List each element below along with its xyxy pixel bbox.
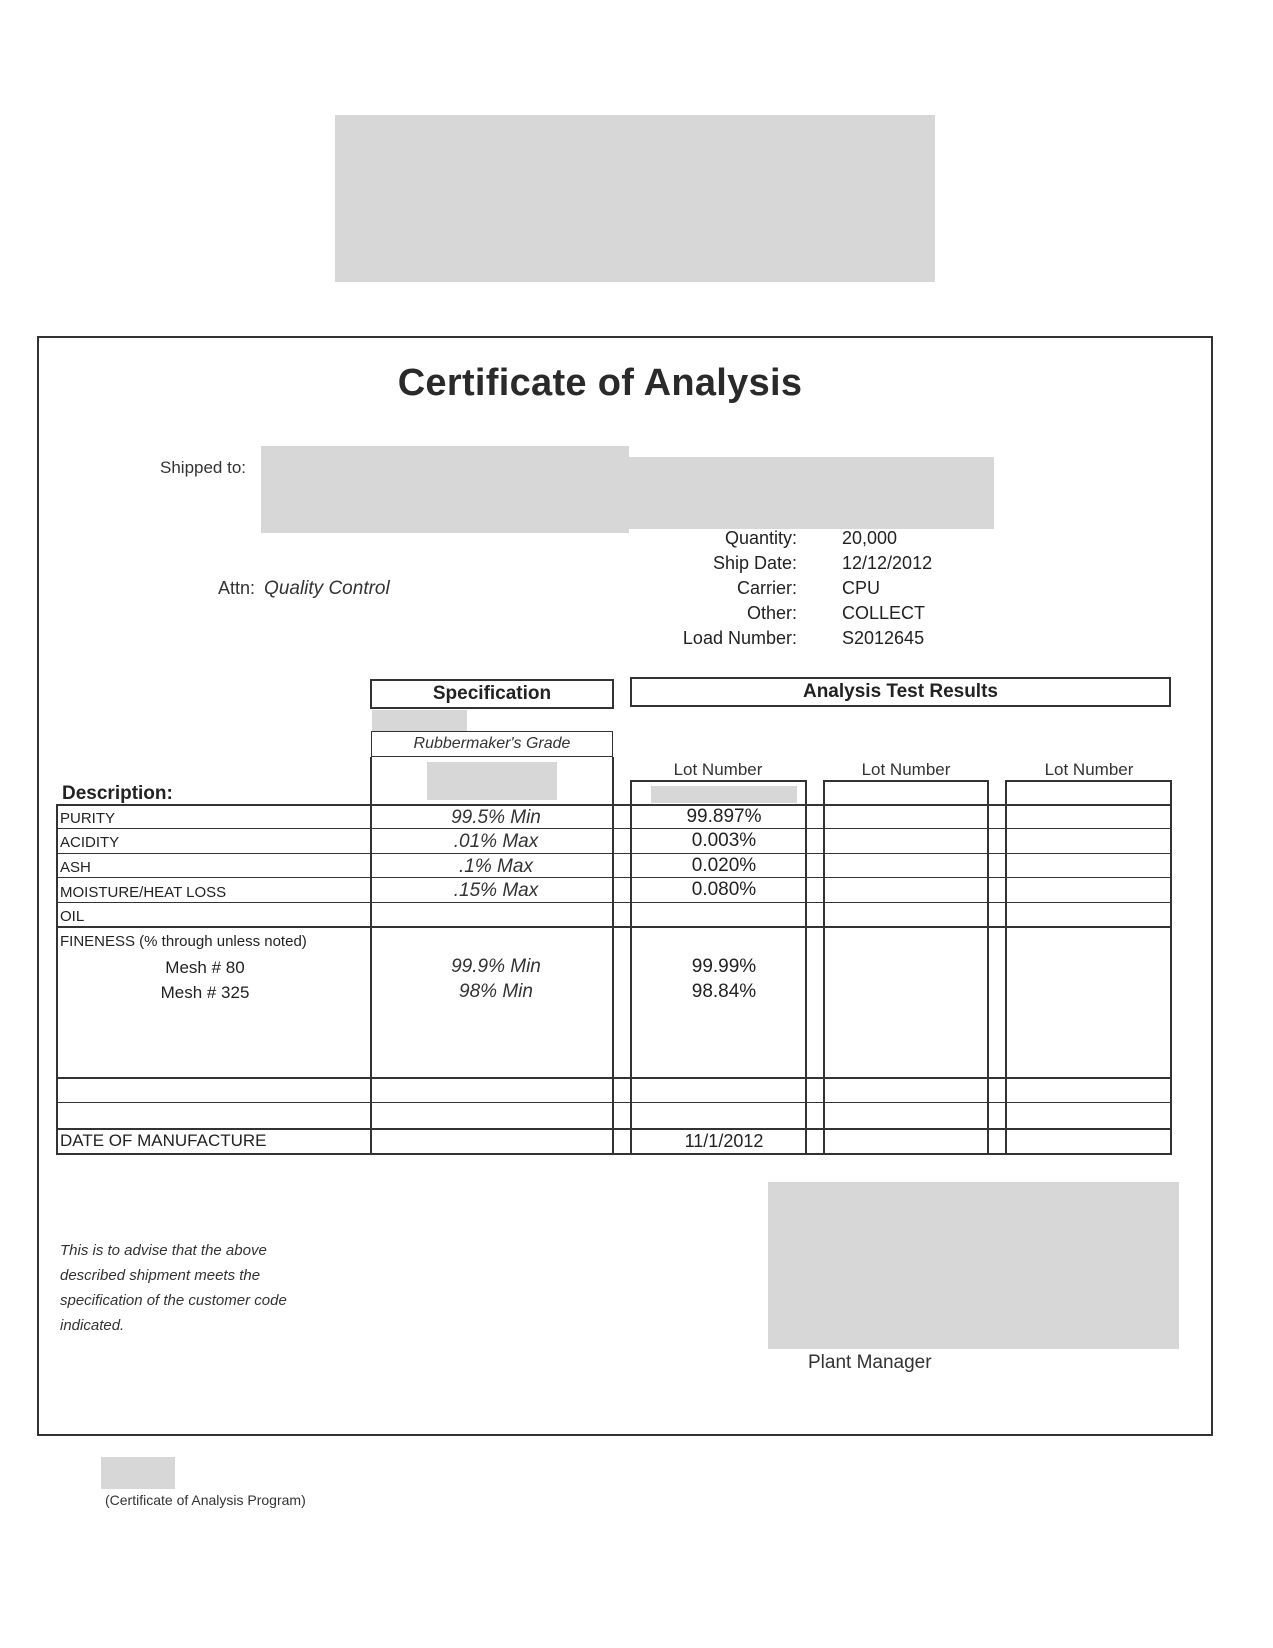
row-label-moisture: MOISTURE/HEAT LOSS: [60, 884, 227, 901]
redacted-letterhead: [335, 115, 935, 282]
result-acidity: 0.003%: [691, 830, 757, 851]
grid-line: [56, 804, 1172, 806]
result-mesh-80: 99.99%: [691, 956, 757, 977]
spec-mesh-80: 99.9% Min: [451, 956, 541, 977]
grid-line: [987, 780, 989, 1155]
shipped-to-label: Shipped to:: [160, 458, 247, 477]
grid-line: [1170, 780, 1172, 1155]
page-title: Certificate of Analysis: [397, 362, 803, 404]
row-label-acidity: ACIDITY: [60, 834, 120, 851]
shipment-row-other: [600, 603, 1115, 628]
lot-number-label-3: Lot Number: [1044, 760, 1134, 779]
shipment-value: 20,000: [842, 528, 898, 548]
grid-line: [823, 780, 989, 782]
spec-acidity: .01% Max: [453, 831, 539, 852]
footer-program: (Certificate of Analysis Program): [105, 1492, 306, 1508]
description-label: Description:: [62, 783, 173, 804]
grade-label: Rubbermaker's Grade: [413, 735, 571, 752]
shipment-row-carrier: [600, 578, 1115, 603]
attn-value: Quality Control: [264, 578, 390, 599]
grid-line: [56, 926, 1172, 928]
grid-line: [56, 1128, 1172, 1130]
shipment-label: Quantity:: [724, 528, 797, 548]
grid-line: [823, 780, 825, 1155]
fineness-label: FINENESS (% through unless noted): [60, 933, 307, 950]
grade-box: [371, 731, 613, 757]
row-label-ash: ASH: [60, 859, 91, 876]
lot-number-label-2: Lot Number: [861, 760, 951, 779]
shipment-row-ship-date: [600, 553, 1115, 578]
grid-line: [56, 1077, 1172, 1079]
grid-line: [630, 780, 807, 782]
spec-moisture: .15% Max: [453, 880, 539, 901]
manufacture-date: 11/1/2012: [684, 1131, 764, 1151]
grid-line: [370, 757, 372, 1155]
result-purity: 99.897%: [686, 806, 762, 827]
mesh-80-label: Mesh # 80: [165, 958, 245, 977]
shipment-value: COLLECT: [842, 603, 926, 623]
spec-ash: .1% Max: [459, 856, 533, 877]
attn-line: [218, 578, 390, 600]
grid-line: [630, 780, 632, 1155]
redacted-address-2: [629, 457, 994, 529]
shipment-row-load-number: [600, 628, 1115, 653]
redacted-spec-code: [372, 710, 467, 732]
result-moisture: 0.080%: [691, 879, 757, 900]
shipment-label: Carrier:: [736, 578, 797, 598]
shipment-label: Other:: [746, 603, 797, 623]
grid-line: [56, 1153, 1172, 1155]
shipment-value: 12/12/2012: [842, 553, 933, 573]
redacted-footer-code: [101, 1457, 175, 1489]
advisory-note: This is to advise that the above described shipment meets the specification of the customer code indicated.: [60, 1242, 287, 1334]
grid-line: [1005, 780, 1172, 782]
redacted-address-1: [261, 446, 629, 533]
result-ash: 0.020%: [691, 855, 757, 876]
grid-line: [56, 1102, 1172, 1103]
mesh-325-label: Mesh # 325: [160, 983, 250, 1002]
shipment-row-quantity: [600, 528, 1115, 553]
results-header: Analysis Test Results: [630, 677, 1171, 707]
lot-number-label-1: Lot Number: [673, 760, 763, 779]
result-mesh-325: 98.84%: [691, 981, 757, 1002]
grid-line: [56, 853, 1172, 854]
shipment-value: S2012645: [842, 628, 925, 648]
grid-line: [56, 902, 1172, 903]
shipment-value: CPU: [842, 578, 881, 598]
manufacture-label: DATE OF MANUFACTURE: [60, 1131, 267, 1150]
plant-manager-label: Plant Manager: [808, 1352, 932, 1373]
shipment-label: Ship Date:: [712, 553, 797, 573]
row-label-purity: PURITY: [60, 810, 116, 827]
redacted-signature: [768, 1182, 1179, 1349]
specification-header: Specification: [370, 679, 614, 709]
redacted-lot-number: [651, 786, 797, 803]
attn-label: Attn:: [218, 578, 256, 598]
redacted-customer-code: [427, 762, 557, 800]
shipment-label: Load Number:: [682, 628, 797, 648]
grid-line: [1005, 780, 1007, 1155]
spec-purity: 99.5% Min: [451, 807, 541, 828]
spec-mesh-325: 98% Min: [459, 981, 533, 1002]
row-label-oil: OIL: [60, 908, 85, 925]
